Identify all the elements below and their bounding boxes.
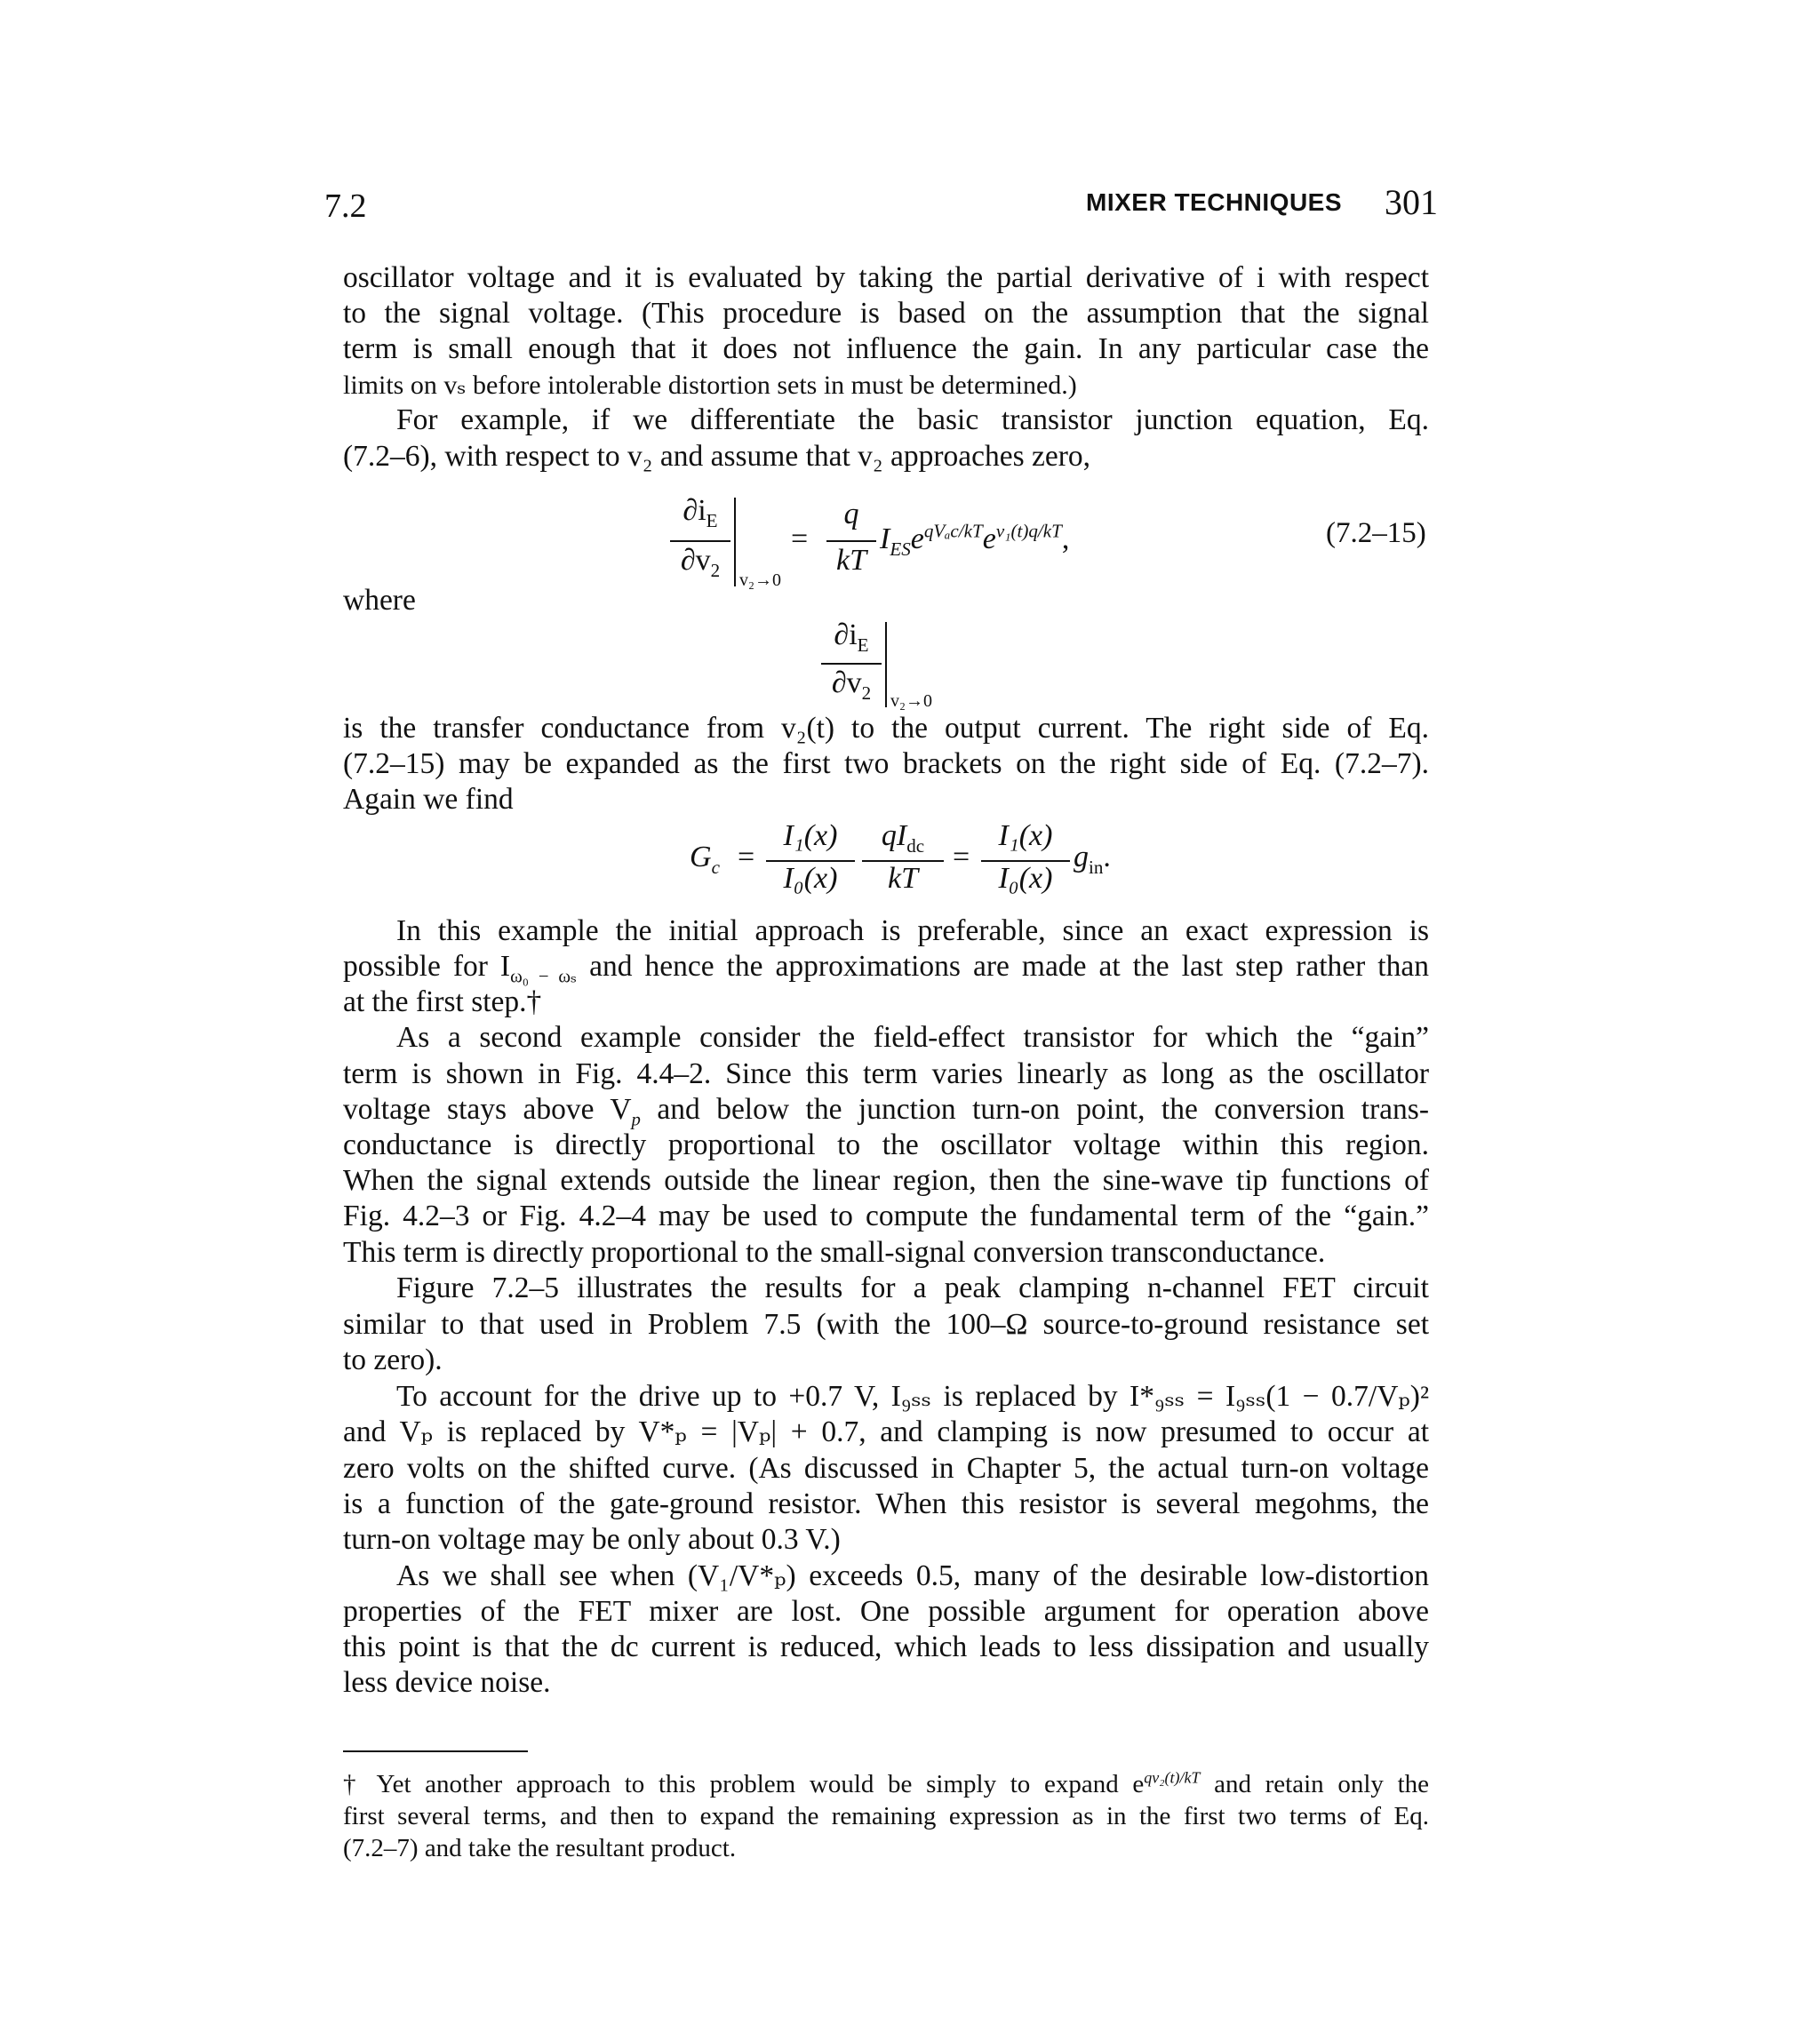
paragraph-line: As a second example consider the field-effect transistor for which the “gain” xyxy=(396,1021,1429,1054)
paragraph-line: In this example the initial approach is preferable, since an exact expression is xyxy=(396,914,1429,947)
fraction-1-num: I₁(x) xyxy=(783,819,838,852)
subscript: p xyxy=(631,1109,641,1130)
paragraph-line xyxy=(343,949,1429,985)
paragraph-line: conductance is directly proportional to the oscillator voltage within this region. xyxy=(343,1128,1429,1161)
paragraph-line: limits on vₛ before intolerable distortion sets in must be determined.) xyxy=(343,371,1077,400)
rhs-denominator: kT xyxy=(836,544,866,577)
paragraph-line: (7.2–6), with respect to v₂ and assume that v₂ approaches zero, xyxy=(343,440,1091,473)
current-sub: ES xyxy=(890,538,911,560)
where-label: where xyxy=(343,584,416,617)
eq-den: ∂v xyxy=(680,544,711,577)
gin-symbol: g xyxy=(1074,841,1089,873)
paragraph-line: properties of the FET mixer are lost. One possible argument for operation above xyxy=(343,1595,1429,1628)
footnote-line: (7.2–7) and take the resultant product. xyxy=(343,1834,737,1862)
paragraph-line: As we shall see when (V₁/V*ₚ) exceeds 0.5, many of the desirable low-distortion xyxy=(396,1559,1429,1592)
current-symbol: I xyxy=(880,522,890,555)
equals-sign: = xyxy=(738,841,755,873)
paragraph-line: and Vₚ is replaced by V*ₚ = |Vₚ| + 0.7, and clamping is now presumed to occur at xyxy=(343,1415,1429,1448)
paragraph-line: (7.2–15) may be expanded as the first two brackets on the right side of Eq. (7.2–7). xyxy=(343,747,1429,780)
gc-sub: c xyxy=(711,856,720,878)
paragraph-line xyxy=(343,1092,1429,1128)
equals-sign: = xyxy=(953,841,970,873)
paragraph-line: This term is directly proportional to the small-signal conversion transconductance. xyxy=(343,1236,1326,1269)
paragraph-line: to the signal voltage. (This procedure is based on the assumption that the signal xyxy=(343,297,1429,330)
footnote-line: first several terms, and then to expand the remaining expression as in the first two terms of Eq. xyxy=(343,1802,1429,1830)
paragraph-line: turn-on voltage may be only about 0.3 V.) xyxy=(343,1523,841,1556)
fraction-2-num-sub: dc xyxy=(906,834,925,857)
eq-num-sub: E xyxy=(706,509,718,531)
exp-base: e xyxy=(982,522,996,555)
paragraph-line: term is shown in Fig. 4.4–2. Since this term varies linearly as long as the oscillator xyxy=(343,1057,1429,1090)
eq-den-sub: 2 xyxy=(710,559,721,581)
equals-sign: = xyxy=(791,522,809,555)
exp-base: e xyxy=(910,522,924,555)
fraction-1-den: I₀(x) xyxy=(783,862,838,895)
paragraph-line: When the signal extends outside the linear region, then the sine-wave tip functions of xyxy=(343,1164,1429,1197)
paragraph-line: less device noise. xyxy=(343,1666,551,1699)
eq-num-sub: E xyxy=(857,634,869,656)
rhs-numerator: q xyxy=(843,498,859,530)
eq-den: ∂v xyxy=(831,666,862,699)
eq-den-sub: 2 xyxy=(861,682,872,704)
text-span: and retain only the xyxy=(1200,1770,1429,1798)
paragraph-line: to zero). xyxy=(343,1343,443,1376)
paragraph-line: term is small enough that it does not influence the gain. In any particular case the xyxy=(343,332,1429,365)
text-span: possible for I xyxy=(343,950,511,983)
eq-num: ∂i xyxy=(834,618,858,651)
limit-label: v₂→0 xyxy=(739,570,781,590)
fraction-2-den: kT xyxy=(888,862,918,895)
fraction-2-num: qI xyxy=(881,819,907,852)
paragraph-line: Again we find xyxy=(343,783,514,816)
text-span: and below the junction turn-on point, the conversion trans- xyxy=(640,1093,1429,1126)
exponent-1: qVₐc/kT xyxy=(923,520,983,542)
paragraph-line: Figure 7.2–5 illustrates the results for a peak clamping n-channel FET circuit xyxy=(396,1272,1429,1304)
section-number: 7.2 xyxy=(324,187,367,225)
period: . xyxy=(1103,841,1111,873)
equation-gc xyxy=(0,0,1820,895)
paragraph-line: For example, if we differentiate the basic transistor junction equation, Eq. xyxy=(396,403,1429,436)
text-span: voltage stays above V xyxy=(343,1093,632,1126)
paragraph-line: is a function of the gate-ground resistor. When this resistor is several megohms, the xyxy=(343,1487,1429,1520)
paragraph-line: is the transfer conductance from v₂(t) to the output current. The right side of Eq. xyxy=(343,712,1429,745)
rhs-terms: $I_{ES}e^{qV_ac/kT}e^{v_1(t)q/kT}$, xyxy=(880,520,1070,560)
gin-sub: in xyxy=(1089,856,1104,878)
equation-label: (7.2–15) xyxy=(1326,517,1426,549)
gc-symbol: G xyxy=(690,841,712,873)
footnote-rule xyxy=(343,1750,528,1752)
text-span: and hence the approximations are made at the last step rather than xyxy=(577,950,1429,983)
paragraph-line: To account for the drive up to +0.7 V, I₉ₛₛ is replaced by I*₉ₛₛ = I₉ₛₛ(1 − 0.7/Vₚ)² xyxy=(396,1380,1429,1413)
footnote-line xyxy=(343,1768,1429,1800)
eq-num: ∂i xyxy=(682,494,706,527)
limit-label: v₂→0 xyxy=(890,691,932,711)
fraction-3-den: I₀(x) xyxy=(998,862,1053,895)
paragraph-line: Fig. 4.2–3 or Fig. 4.2–4 may be used to compute the fundamental term of the “gain.” xyxy=(343,1200,1429,1232)
text-span: † Yet another approach to this problem would be simply to expand e xyxy=(343,1770,1145,1798)
paragraph-line: at the first step.† xyxy=(343,985,542,1018)
paragraph-line: zero volts on the shifted curve. (As discussed in Chapter 5, the actual turn-on voltage xyxy=(343,1452,1429,1485)
paragraph-line: oscillator voltage and it is evaluated by taking the partial derivative of i with respect xyxy=(343,261,1429,294)
paragraph-line: similar to that used in Problem 7.5 (with the 100–Ω source-to-ground resistance set xyxy=(343,1308,1429,1341)
exponent-2: v₁(t)q/kT xyxy=(995,520,1062,542)
paragraph-line: this point is that the dc current is reduced, which leads to less dissipation and usually xyxy=(343,1630,1429,1663)
running-title: MIXER TECHNIQUES xyxy=(1086,188,1343,216)
fraction-3-num: I₁(x) xyxy=(998,819,1053,852)
superscript: qv₂(t)/kT xyxy=(1144,1768,1201,1787)
subscript: ω₀ − ωₛ xyxy=(510,966,578,987)
page-number: 301 xyxy=(1385,182,1438,222)
